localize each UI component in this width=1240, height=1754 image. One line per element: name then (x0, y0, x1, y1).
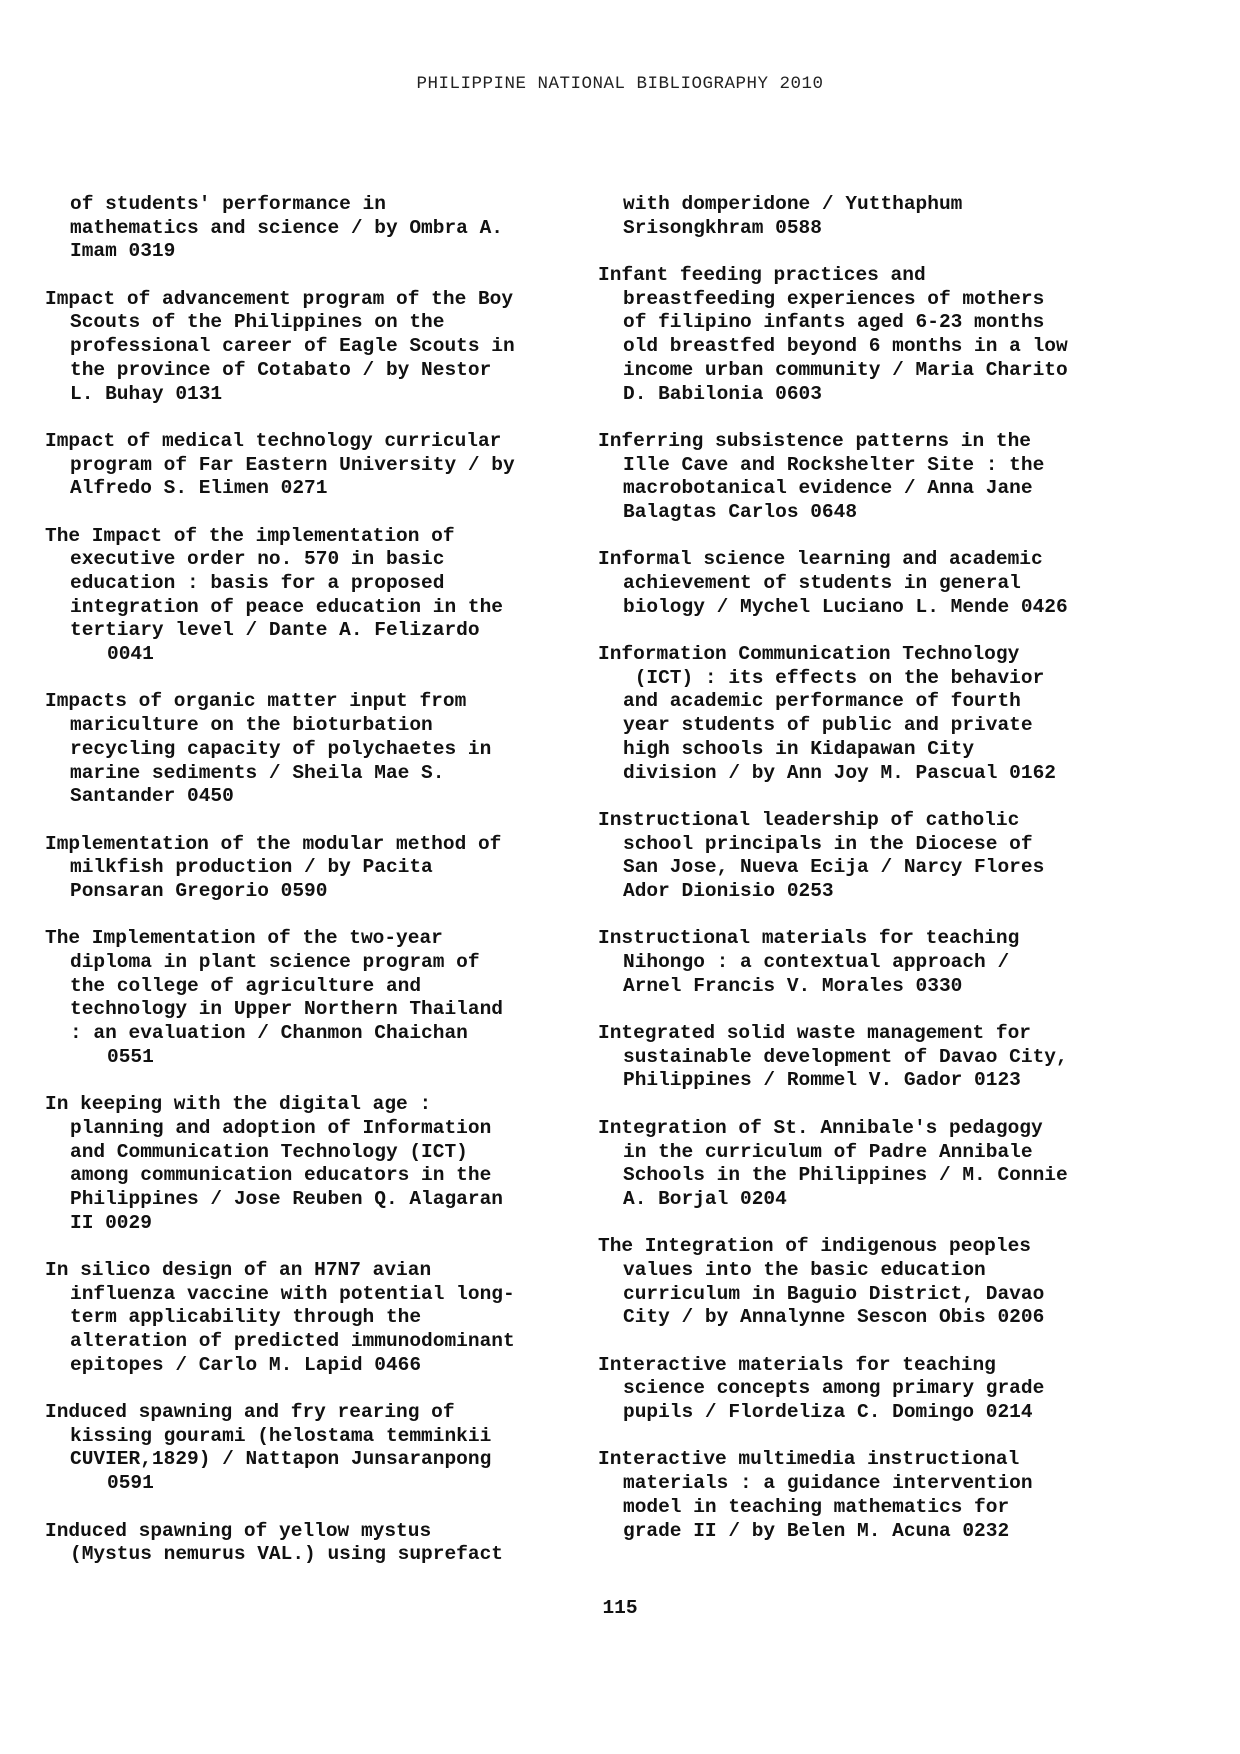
entry-title-line: Interactive materials for teaching (598, 1353, 996, 1376)
entry-continuation-line: in the curriculum of Padre Annibale (623, 1140, 1033, 1163)
entry-continuation-line: high schools in Kidapawan City (623, 737, 975, 760)
entry-continuation-line: San Jose, Nueva Ecija / Narcy Flores (623, 856, 1045, 879)
entry-continuation-line: epitopes / Carlo M. Lapid 0466 (70, 1353, 422, 1376)
entry-title-line: Implementation of the modular method of (45, 832, 502, 855)
entry-continuation-line: old breastfed beyond 6 months in a low (623, 335, 1068, 358)
entry-continuation-line: Ille Cave and Rockshelter Site : the (623, 453, 1045, 476)
entry-continuation-line: income urban community / Maria Charito (623, 358, 1068, 381)
bibliography-entry (45, 1259, 565, 1377)
entry-continuation-line: materials : a guidance intervention (623, 1472, 1033, 1495)
entry-continuation-line: achievement of students in general (623, 572, 1021, 594)
entry-title-line: Induced spawning of yellow mystus (45, 1519, 432, 1542)
page-header: PHILIPPINE NATIONAL BIBLIOGRAPHY 2010 (416, 74, 824, 94)
entry-continuation-line: Nihongo : a contextual approach / (623, 951, 1010, 973)
entry-continuation-line: Santander 0450 (70, 785, 234, 808)
entry-continuation-line: Ponsaran Gregorio 0590 (70, 879, 328, 902)
entry-continuation-line: curriculum in Baguio District, Davao (623, 1282, 1045, 1305)
entry-continuation-line: and academic performance of fourth (623, 690, 1021, 713)
entry-continuation-line: term applicability through the (70, 1306, 422, 1329)
entry-continuation-line: recycling capacity of polychaetes in (70, 737, 492, 760)
entry-title-line: Integrated solid waste management for (598, 1022, 1031, 1045)
entry-continuation-line: (ICT) : its effects on the behavior (623, 666, 1045, 689)
entry-continuation-line: influenza vaccine with potential long- (70, 1282, 515, 1305)
entry-title-line: Impact of medical technology curricular (45, 429, 502, 452)
entry-title-line: Instructional leadership of catholic (598, 808, 1020, 831)
bibliography-entry (598, 193, 1118, 240)
bibliography-entry (45, 690, 565, 808)
entry-continuation-line: Arnel Francis V. Morales 0330 (623, 974, 963, 997)
entry-continuation-line: grade II / by Belen M. Acuna 0232 (623, 1519, 1010, 1542)
entry-continuation-line: milkfish production / by Pacita (70, 856, 433, 879)
entry-continuation-line: Alfredo S. Elimen 0271 (70, 477, 328, 500)
bibliography-entry (45, 525, 565, 667)
bibliography-entry (598, 1022, 1118, 1093)
bibliography-entry (45, 1401, 565, 1496)
entry-continuation-line: planning and adoption of Information (70, 1116, 492, 1139)
bibliography-entry (45, 1093, 565, 1235)
entry-continuation-line: executive order no. 570 in basic (70, 548, 445, 571)
entry-title-line: Instructional materials for teaching (598, 927, 1020, 950)
bibliography-entry (598, 548, 1118, 619)
entry-continuation-line: mariculture on the bioturbation (70, 714, 433, 737)
bibliography-entry (45, 833, 565, 904)
entry-continuation-line: values into the basic education (623, 1258, 986, 1281)
entry-number: 0551 (107, 1045, 154, 1068)
bibliography-entry (598, 643, 1118, 785)
entry-continuation-line: sustainable development of Davao City, (623, 1045, 1068, 1068)
bibliography-entry (598, 927, 1118, 998)
entry-continuation-line: professional career of Eagle Scouts in (70, 335, 515, 358)
entry-continuation-line: model in teaching mathematics for (623, 1495, 1010, 1518)
entry-title-line: Informal science learning and academic (598, 548, 1043, 571)
entry-continuation-line: school principals in the Diocese of (623, 832, 1033, 855)
entry-continuation-line: biology / Mychel Luciano L. Mende 0426 (623, 595, 1068, 618)
entry-continuation-line: Scouts of the Philippines on the (70, 311, 445, 334)
entry-title-line: Impacts of organic matter input from (45, 690, 467, 713)
entry-number: 0591 (107, 1472, 154, 1495)
entry-continuation-line: among communication educators in the (70, 1164, 492, 1187)
entry-continuation-line: the province of Cotabato / by Nestor (70, 358, 492, 381)
entry-continuation-line: Imam 0319 (70, 240, 176, 263)
entry-title-line: Induced spawning and fry rearing of (45, 1401, 455, 1424)
entry-title-line: Impact of advancement program of the Boy (45, 287, 514, 310)
left-column (45, 193, 565, 1591)
entry-continuation-line: (Mystus nemurus VAL.) using suprefact (70, 1543, 503, 1566)
entry-continuation-line: Schools in the Philippines / M. Connie (623, 1164, 1068, 1187)
entry-continuation-line: with domperidone / Yutthaphum (623, 193, 963, 215)
entry-continuation-line: technology in Upper Northern Thailand (70, 998, 503, 1021)
entry-title-line: Infant feeding practices and (598, 264, 926, 287)
entry-number: 0041 (107, 643, 154, 666)
entry-continuation-line: D. Babilonia 0603 (623, 382, 822, 405)
entry-title-line: Integration of St. Annibale's pedagogy (598, 1116, 1043, 1139)
entry-continuation-line: Philippines / Rommel V. Gador 0123 (623, 1069, 1021, 1092)
entry-continuation-line: program of Far Eastern University / by (70, 453, 515, 476)
entry-continuation-line: : an evaluation / Chanmon Chaichan (70, 1022, 468, 1045)
entry-continuation-line: education : basis for a proposed (70, 572, 445, 594)
entry-title-line: Information Communication Technology (598, 643, 1020, 666)
page-number: 115 (602, 1597, 638, 1619)
bibliography-entry (45, 927, 565, 1069)
bibliography-entry (598, 1117, 1118, 1212)
entry-title-line: The Implementation of the two-year (45, 927, 443, 950)
bibliography-entry (45, 1520, 565, 1567)
bibliography-entry (598, 809, 1118, 904)
entry-title-line: In keeping with the digital age : (45, 1093, 432, 1116)
bibliography-entry (598, 1354, 1118, 1425)
bibliography-entry (45, 430, 565, 501)
right-column (598, 193, 1118, 1567)
entry-continuation-line: macrobotanical evidence / Anna Jane (623, 477, 1033, 500)
entry-title-line: In silico design of an H7N7 avian (45, 1258, 432, 1281)
entry-continuation-line: L. Buhay 0131 (70, 382, 223, 405)
entry-title-line: The Integration of indigenous peoples (598, 1235, 1031, 1258)
entry-continuation-line: mathematics and science / by Ombra A. (70, 216, 503, 239)
entry-continuation-line: science concepts among primary grade (623, 1377, 1045, 1400)
entry-continuation-line: of students' performance in (70, 193, 386, 215)
entry-continuation-line: marine sediments / Sheila Mae S. (70, 761, 445, 784)
entry-continuation-line: tertiary level / Dante A. Felizardo (70, 619, 480, 642)
entry-continuation-line: the college of agriculture and (70, 974, 422, 997)
entry-continuation-line: City / by Annalynne Sescon Obis 0206 (623, 1306, 1045, 1329)
entry-continuation-line: II 0029 (70, 1211, 152, 1234)
entry-title-line: The Impact of the implementation of (45, 524, 455, 547)
entry-continuation-line: A. Borjal 0204 (623, 1187, 787, 1210)
bibliography-entry (45, 193, 565, 264)
entry-continuation-line: integration of peace education in the (70, 595, 503, 618)
entry-continuation-line: Srisongkhram 0588 (623, 216, 822, 239)
bibliography-entry (598, 1448, 1118, 1543)
bibliography-entry (598, 264, 1118, 406)
entry-continuation-line: Ador Dionisio 0253 (623, 879, 834, 902)
entry-continuation-line: pupils / Flordeliza C. Domingo 0214 (623, 1401, 1033, 1424)
entry-continuation-line: alteration of predicted immunodominant (70, 1330, 515, 1352)
entry-continuation-line: year students of public and private (623, 714, 1033, 737)
entry-title-line: Interactive multimedia instructional (598, 1448, 1020, 1471)
entry-continuation-line: division / by Ann Joy M. Pascual 0162 (623, 761, 1056, 784)
entry-continuation-line: Philippines / Jose Reuben Q. Alagaran (70, 1187, 503, 1210)
entry-continuation-line: breastfeeding experiences of mothers (623, 287, 1045, 310)
bibliography-entry (45, 288, 565, 406)
bibliography-entry (598, 1235, 1118, 1330)
entry-continuation-line: and Communication Technology (ICT) (70, 1140, 468, 1163)
bibliography-entry (598, 430, 1118, 525)
entry-continuation-line: kissing gourami (helostama temminkii (70, 1424, 492, 1447)
entry-continuation-line: of filipino infants aged 6-23 months (623, 311, 1045, 334)
entry-continuation-line: Balagtas Carlos 0648 (623, 500, 858, 523)
entry-continuation-line: CUVIER,1829) / Nattapon Junsaranpong (70, 1448, 492, 1471)
entry-continuation-line: diploma in plant science program of (70, 951, 480, 973)
entry-title-line: Inferring subsistence patterns in the (598, 429, 1031, 452)
